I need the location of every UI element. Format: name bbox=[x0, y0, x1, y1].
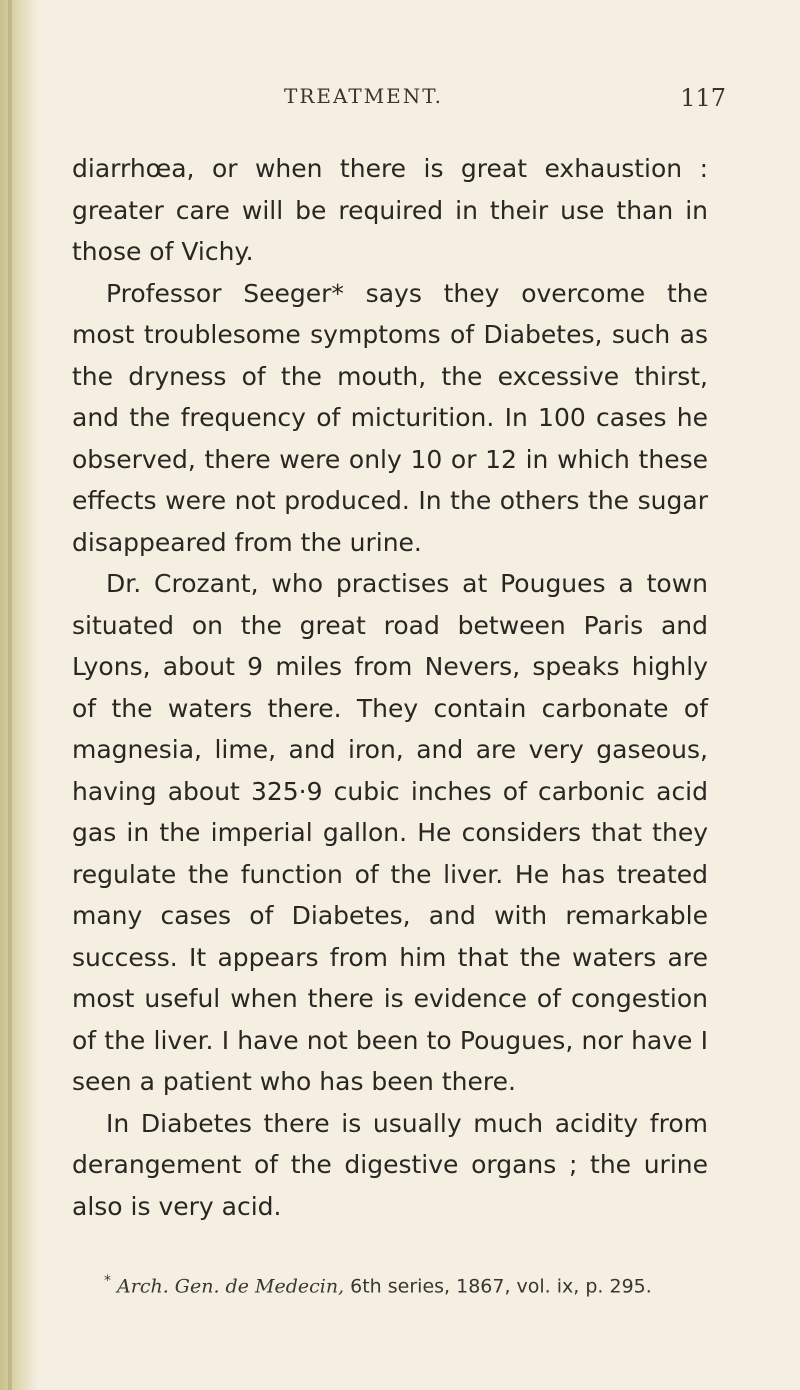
footnote bbox=[72, 1268, 708, 1299]
running-head bbox=[66, 84, 726, 124]
paragraph-continuation: diarrhœa, or when there is great exhaustion : greater care will be required in their use than in those of Vichy. bbox=[72, 154, 708, 266]
footnote-reference: Arch. Gen. de Medecin, bbox=[117, 1275, 345, 1298]
body-text bbox=[72, 148, 708, 1227]
paragraph-acidity: In Diabetes there is usually much acidity from derangement of the digestive organs ; the urine also is very acid. bbox=[72, 1108, 708, 1221]
running-title: TREATMENT. bbox=[284, 84, 444, 108]
binding-edge bbox=[0, 0, 38, 1390]
page-number: 117 bbox=[680, 84, 726, 112]
footnote-marker: * bbox=[104, 1273, 111, 1289]
paragraph-seeger: Professor Seeger* says they overcome the most troublesome symptoms of Diabetes, such as the dryness of the mouth, the excessive thirst, and the frequency of micturition. In 100 cases he observed, there were only 10 or 12 in which these effects were not produced. In the others the sugar disappeared from the urine. bbox=[72, 278, 708, 557]
paragraph-crozant: Dr. Crozant, who practises at Pougues a town situated on the great road between Paris and Lyons, about 9 miles from Nevers, speaks highly of the waters there. They contain carbonate of magnesia, lime, and iron, and are very gaseous, having about 325·9 cubic inches of carbonic acid gas in the imperial gallon. He considers that they regulate the function of the liver. He has treated many cases of Diabetes, and with remarkable success. It appears from him that the waters are most useful when there is evidence of congestion of the liver. I have not been to Pougues, nor have I seen a patient who has been there. bbox=[72, 569, 708, 1096]
footnote-details: 6th series, 1867, vol. ix, p. 295. bbox=[350, 1275, 652, 1298]
